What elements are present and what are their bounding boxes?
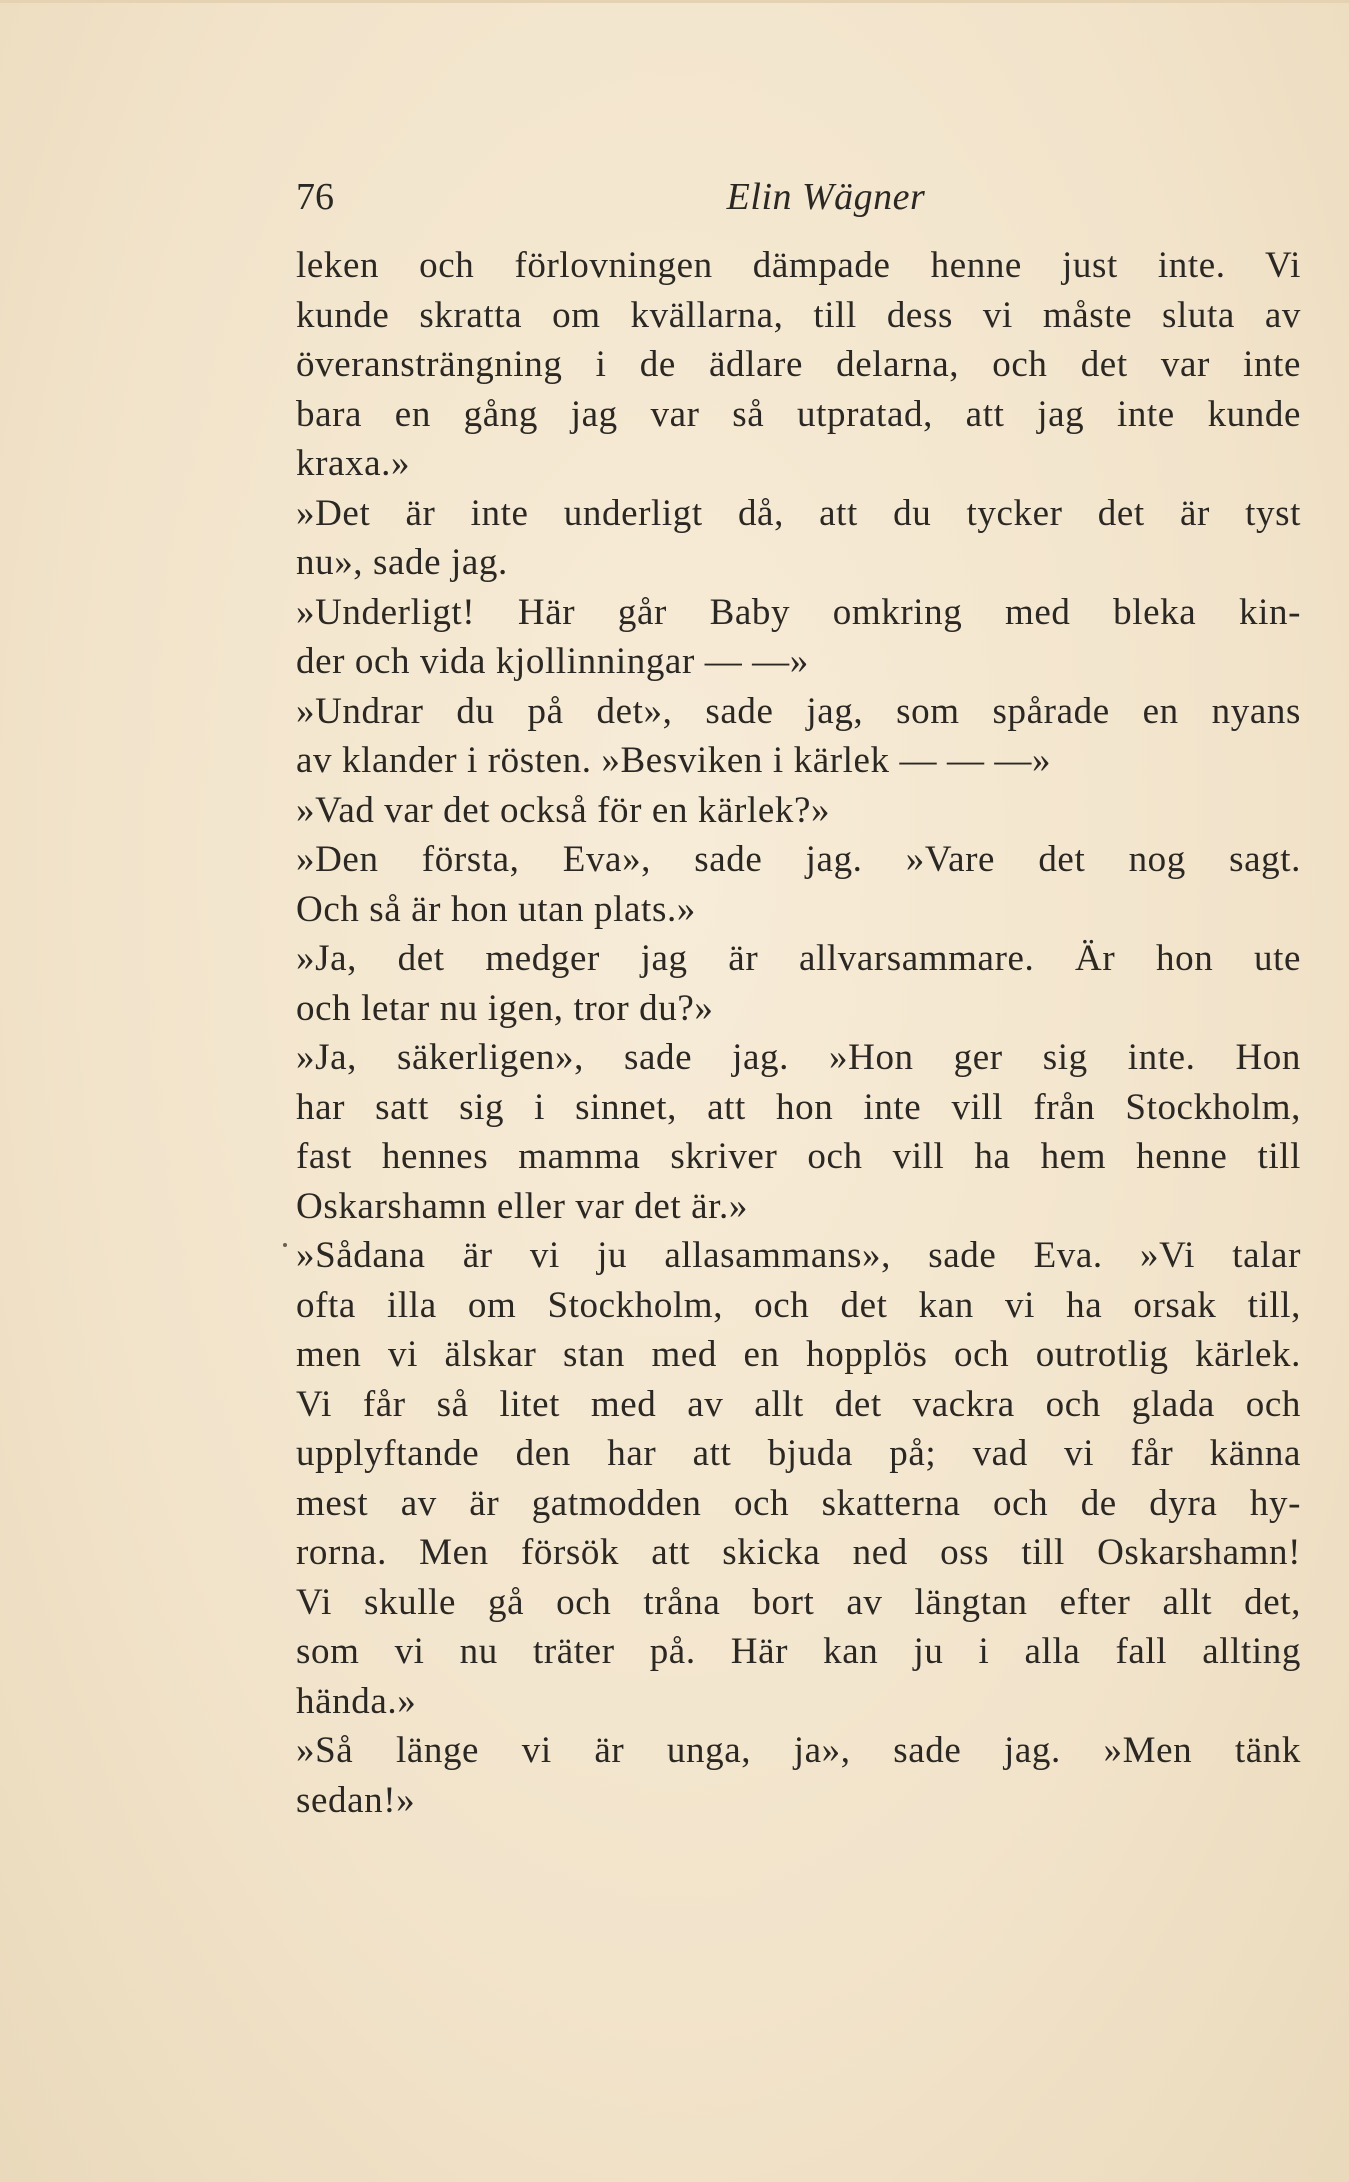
text-line: och letar nu igen, tror du?» (296, 987, 714, 1029)
page-header (296, 169, 1301, 225)
text-line: »Sådana är vi ju allasammans», sade Eva. »Vi talar (296, 1235, 1301, 1276)
text-line: »Underligt! Här går Baby omkring med bleka kin- (296, 591, 1301, 633)
running-head-author: Elin Wägner (726, 176, 926, 218)
text-line: Vi skulle gå och tråna bort av längtan efter allt det, (296, 1581, 1301, 1623)
text-line: der och vida kjollinningar — —» (296, 641, 809, 682)
text-line: Och så är hon utan plats.» (296, 888, 696, 930)
text-line: kunde skratta om kvällarna, till dess vi måste sluta av (296, 294, 1301, 336)
text-line: rorna. Men försök att skicka ned oss till Oskarshamn! (296, 1532, 1301, 1573)
text-line: har satt sig i sinnet, att hon inte vill från Stockholm, (296, 1086, 1301, 1128)
text-line: ofta illa om Stockholm, och det kan vi ha orsak till, (296, 1284, 1301, 1326)
text-line: överansträngning i de ädlare delarna, och det var inte (296, 344, 1301, 385)
text-line: »Så länge vi är unga, ja», sade jag. »Men tänk (296, 1730, 1301, 1771)
text-line: »Undrar du på det», sade jag, som spårade en nyans (296, 690, 1301, 732)
text-line: mest av är gatmodden och skatterna och de dyra hy- (296, 1482, 1301, 1524)
text-line: Oskarshamn eller var det är.» (296, 1185, 748, 1227)
text-line: kraxa.» (296, 443, 411, 484)
text-line: hända.» (296, 1680, 417, 1722)
text-line: upplyftande den har att bjuda på; vad vi får känna (296, 1433, 1301, 1474)
text-line: Vi får så litet med av allt det vackra och glada och (296, 1383, 1301, 1425)
text-line: »Ja, det medger jag är allvarsammare. Är hon ute (296, 938, 1301, 979)
text-line: som vi nu träter på. Här kan ju i alla fall allting (296, 1631, 1301, 1672)
page-number: 76 (296, 176, 334, 218)
text-line: leken och förlovningen dämpade henne just inte. Vi (296, 245, 1301, 286)
text-line: men vi älskar stan med en hopplös och outrotlig kärlek. (296, 1334, 1301, 1375)
text-line: fast hennes mamma skriver och vill ha hem henne till (296, 1136, 1301, 1177)
text-line: sedan!» (296, 1779, 416, 1821)
text-line: »Ja, säkerligen», sade jag. »Hon ger sig inte. Hon (296, 1037, 1301, 1078)
text-line: »Det är inte underligt då, att du tycker det är tyst (296, 492, 1301, 534)
text-line: »Den första, Eva», sade jag. »Vare det nog sagt. (296, 839, 1301, 880)
text-line: av klander i rösten. »Besviken i kärlek — — —» (296, 740, 1052, 781)
text-line: bara en gång jag var så utpratad, att jag inte kunde (296, 393, 1301, 435)
text-line: »Vad var det också för en kärlek?» (296, 789, 831, 831)
text-line: nu», sade jag. (296, 542, 508, 583)
print-speck (283, 1243, 287, 1247)
body-text (296, 241, 1301, 1825)
